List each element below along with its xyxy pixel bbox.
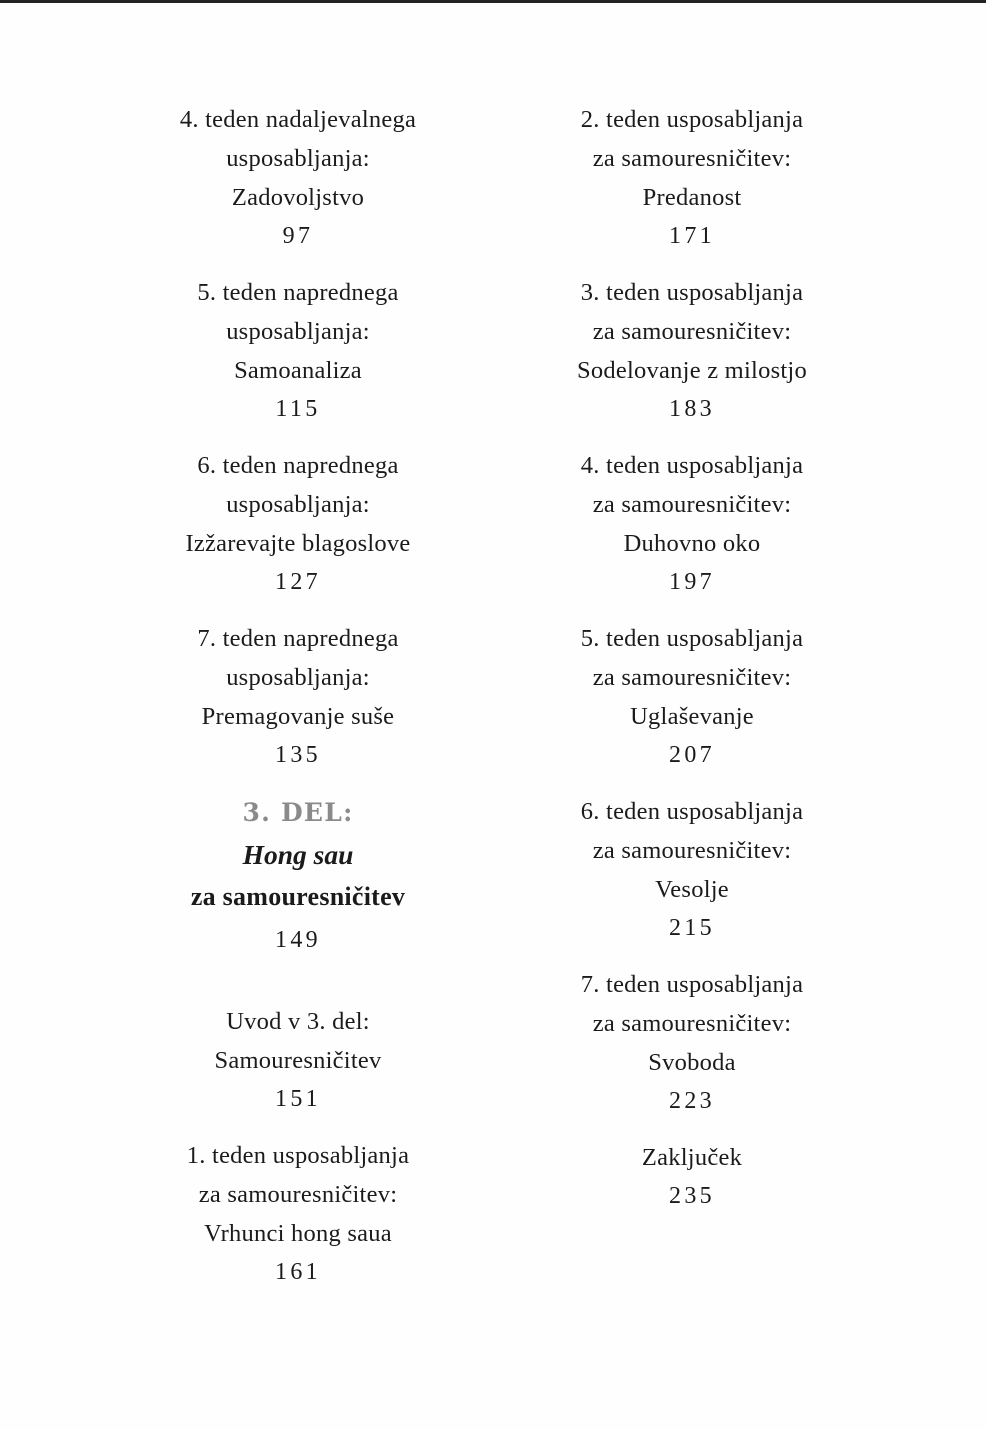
toc-entry-line: 5. teden naprednega [197, 279, 399, 306]
toc-entry-page-number: 127 [274, 569, 322, 595]
toc-entry-line: Svoboda [648, 1049, 736, 1076]
toc-entry-line: 6. teden naprednega [197, 452, 399, 479]
toc-entry [510, 100, 874, 256]
toc-entry [510, 273, 874, 429]
toc-entry-line: usposabljanja: [226, 664, 370, 691]
toc-entry [116, 1002, 480, 1119]
toc-column-left [116, 100, 480, 1309]
toc-entry-line: 5. teden usposabljanja [580, 625, 804, 652]
toc-entry-line: za samouresničitev: [198, 1181, 398, 1208]
toc-entry [510, 446, 874, 602]
toc-entry-page-number: 183 [668, 396, 716, 422]
toc-entry-line: Zaključek [641, 1144, 743, 1171]
toc-entry-line: Duhovno oko [623, 530, 761, 557]
toc-entry-line: za samouresničitev: [592, 664, 792, 691]
toc-entry-line: Sodelovanje z milostjo [577, 357, 807, 384]
toc-entry-line: Predanost [642, 184, 742, 211]
section-title-italic: Hong sau [242, 839, 354, 870]
toc-entry-page-number: 97 [282, 223, 314, 249]
toc-entry-page-number: 223 [668, 1088, 716, 1114]
section-part-label: 3. DEL: [242, 798, 354, 827]
toc-entry [116, 1136, 480, 1292]
toc-entry-line: Premagovanje suše [201, 703, 395, 730]
toc-entry-line: Vesolje [655, 876, 729, 903]
toc-entry-line: usposabljanja: [226, 318, 370, 345]
toc-entry [116, 273, 480, 429]
toc-entry [116, 619, 480, 775]
toc-entry-line: Vrhunci hong saua [204, 1220, 392, 1247]
toc-entry-line: Uvod v 3. del: [226, 1008, 370, 1035]
toc-entry-line: 1. teden usposabljanja [186, 1142, 410, 1169]
toc-entry-line: 7. teden usposabljanja [580, 971, 804, 998]
toc-entry-page-number: 161 [274, 1259, 322, 1285]
toc-entry-page-number: 171 [668, 223, 716, 249]
toc-entry-line: 7. teden naprednega [197, 625, 399, 652]
toc-entry-page-number: 115 [275, 396, 321, 422]
toc-entry [510, 965, 874, 1121]
toc-entry-page-number: 151 [274, 1086, 322, 1112]
toc-entry-line: 4. teden nadaljevalnega [179, 106, 417, 133]
toc-section-part-3 [116, 792, 480, 962]
toc-entry [510, 619, 874, 775]
toc-entry-line: usposabljanja: [226, 491, 370, 518]
toc-entry-line: za samouresničitev: [592, 318, 792, 345]
toc-entry [510, 1138, 874, 1216]
toc-entry-page-number: 235 [668, 1183, 716, 1209]
toc-entry-page-number: 215 [668, 915, 716, 941]
toc-entry-line: Uglaševanje [630, 703, 754, 730]
toc-entry [510, 792, 874, 948]
page-top-rule [0, 0, 986, 3]
toc-entry-line: usposabljanja: [226, 145, 370, 172]
toc-entry-page-number: 135 [274, 742, 322, 768]
toc-entry-line: 4. teden usposabljanja [580, 452, 804, 479]
toc-entry-line: 6. teden usposabljanja [580, 798, 804, 825]
toc-entry [116, 446, 480, 602]
section-title-bold: za samouresničitev [190, 882, 406, 911]
toc-entry-line: Zadovoljstvo [231, 184, 365, 211]
toc-entry-page-number: 207 [668, 742, 716, 768]
toc-entry-line: za samouresničitev: [592, 145, 792, 172]
toc-entry-line: za samouresničitev: [592, 837, 792, 864]
toc-entry-line: Samouresničitev [214, 1047, 382, 1074]
toc-entry-line: 3. teden usposabljanja [580, 279, 804, 306]
toc-entry [116, 100, 480, 256]
toc-entry-page-number: 149 [274, 927, 322, 953]
toc-column-right [510, 100, 874, 1309]
toc-entry-line: Samoanaliza [234, 357, 362, 384]
toc-entry-line: Izžarevajte blagoslove [185, 530, 411, 557]
toc-entry-page-number: 197 [668, 569, 716, 595]
toc-entry-line: za samouresničitev: [592, 491, 792, 518]
toc-entry-line: 2. teden usposabljanja [580, 106, 804, 133]
toc-entry-line: za samouresničitev: [592, 1010, 792, 1037]
